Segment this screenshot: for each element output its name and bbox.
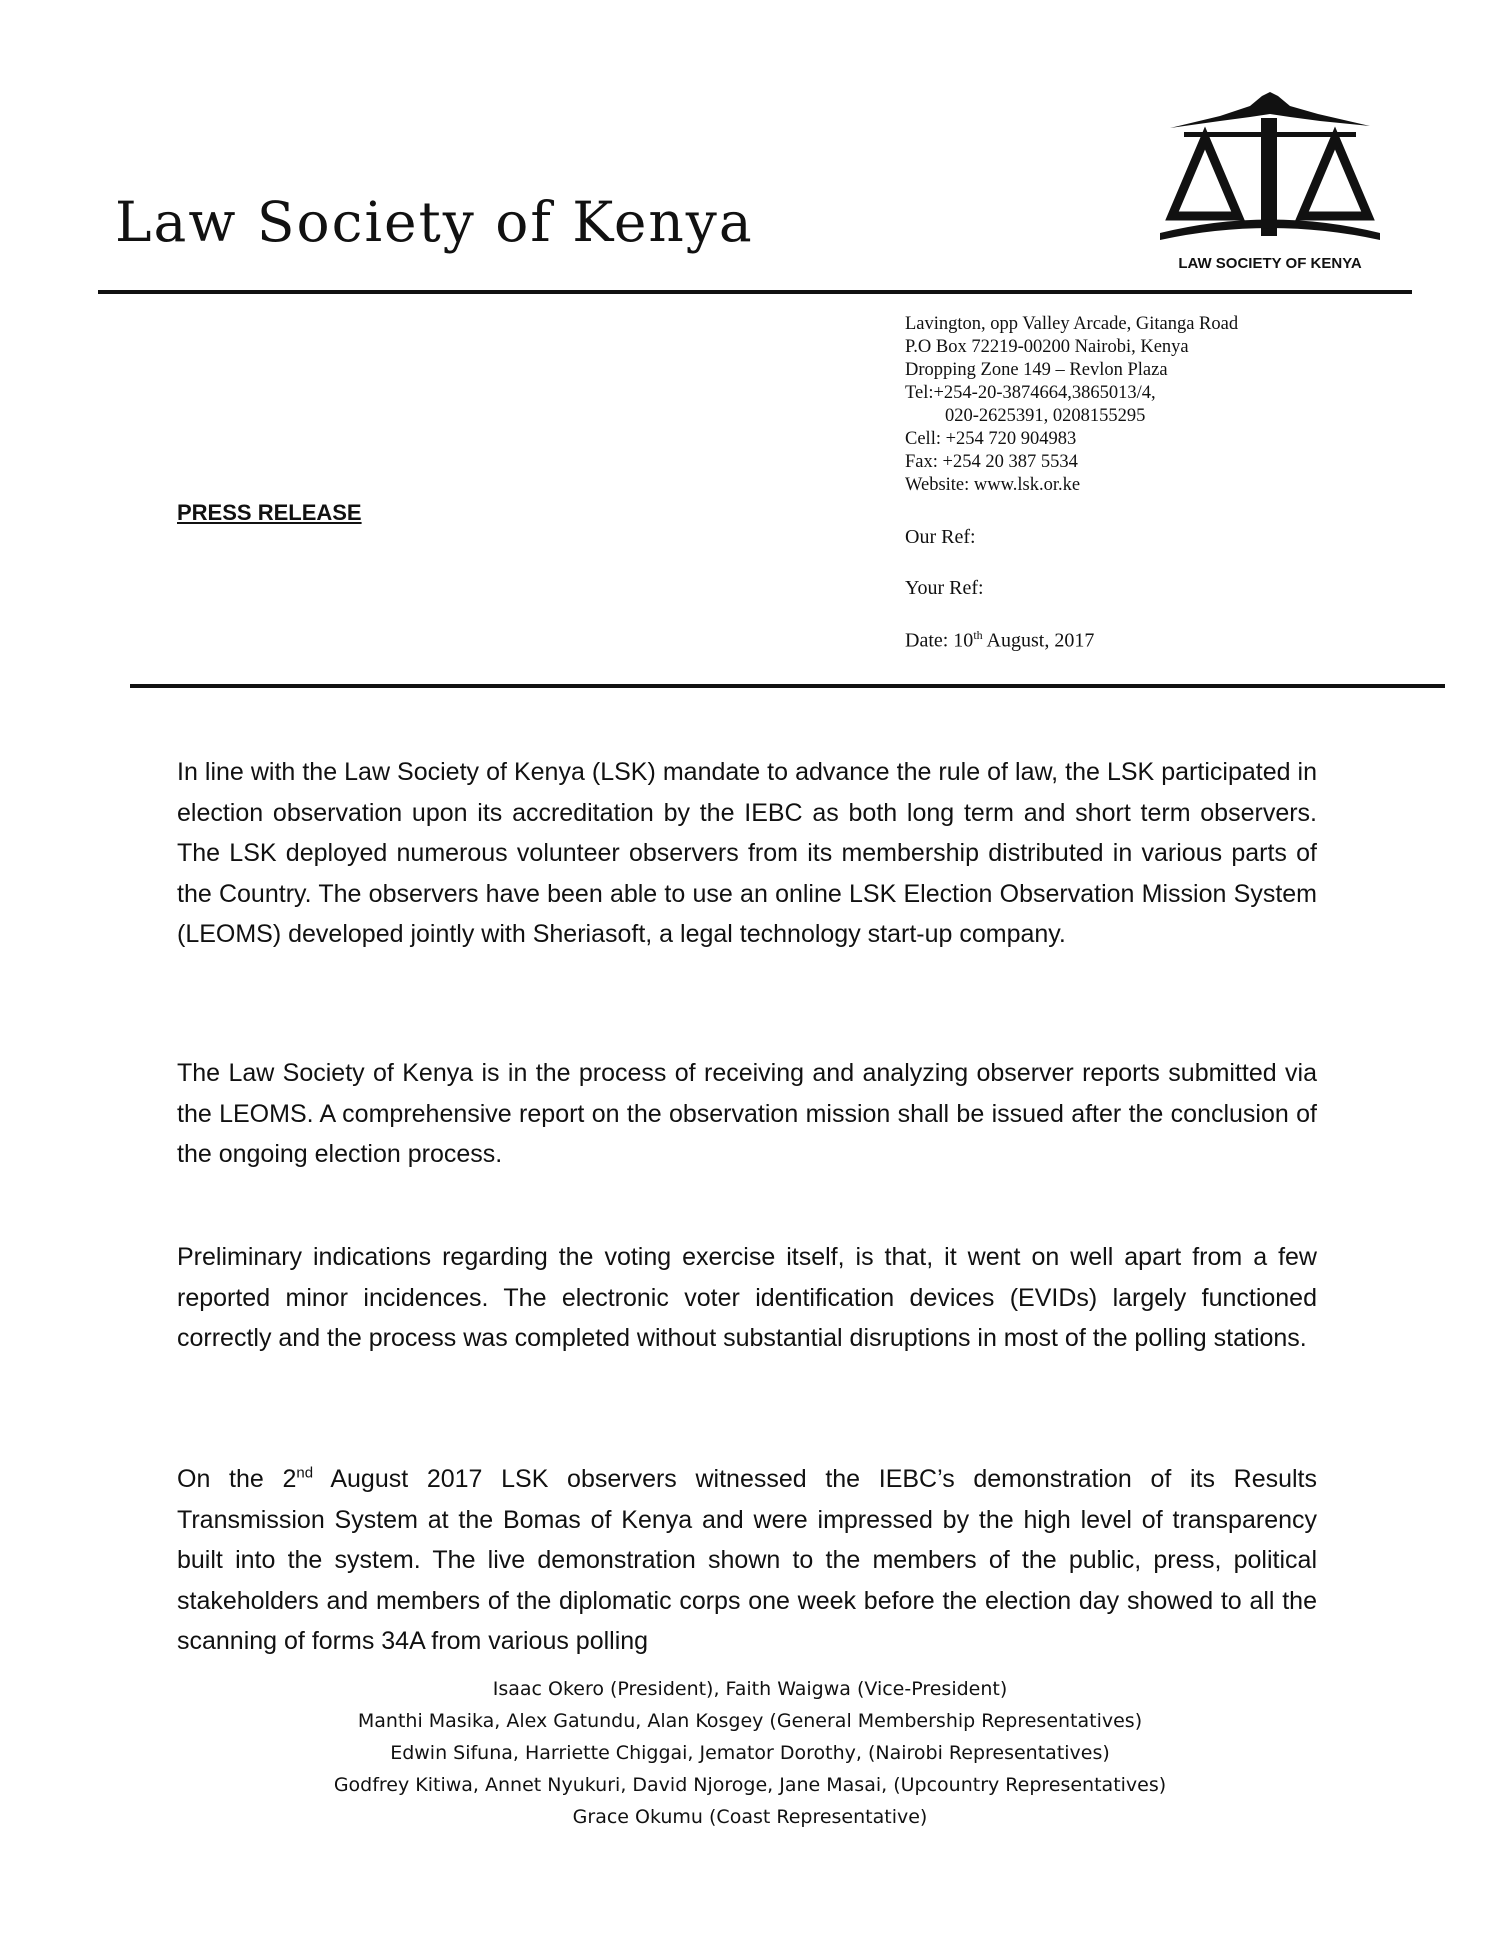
contact-block — [905, 313, 1238, 497]
cell-line: Cell: +254 720 904983 — [905, 429, 1077, 449]
telephone-line: Tel:+254-20-3874664,3865013/4, — [905, 383, 1156, 403]
lsk-logo — [1150, 88, 1390, 278]
fax-line: Fax: +254 20 387 5534 — [905, 452, 1078, 472]
paragraph-2: The Law Society of Kenya is in the process of receiving and analyzing observer reports submitted via the LEOMS. A comprehensive report on the observation mission shall be issued after the conclusion of the ongoing election process. — [177, 1059, 1317, 1169]
header-divider — [98, 290, 1412, 294]
date-prefix: Date: 10 — [905, 629, 974, 652]
body-divider — [130, 684, 1445, 688]
telephone-line-continued: 020-2625391, 0208155295 — [945, 406, 1146, 426]
date-line — [905, 628, 1094, 653]
footer-line: Isaac Okero (President), Faith Waigwa (Vice-President) — [492, 1678, 1008, 1700]
dropping-zone-line: Dropping Zone 149 – Revlon Plaza — [905, 360, 1168, 380]
logo-caption: LAW SOCIETY OF KENYA — [1178, 255, 1362, 272]
website-line: Website: www.lsk.or.ke — [905, 475, 1081, 495]
date-ordinal: th — [973, 628, 983, 642]
footer-line: Edwin Sifuna, Harriette Chiggai, Jemator Dorothy, (Nairobi Representatives) — [390, 1742, 1110, 1764]
paragraph-4-rest: August 2017 LSK observers witnessed the IEBC’s demonstration of its Results Transmission System at the Bomas of Kenya and were impressed by the high level of transparency built into the system. The live demonstration shown to the members of the public, press, political stakeholders and members of the diplomatic corps one week before the election day showed to all the scanning of forms 34A from various polling — [177, 1465, 1318, 1656]
footer-line: Godfrey Kitiwa, Annet Nyukuri, David Njoroge, Jane Masai, (Upcountry Representatives) — [333, 1774, 1167, 1796]
paragraph-4-ordinal: nd — [296, 1464, 314, 1482]
our-ref: Our Ref: — [905, 526, 976, 548]
organization-title: Law Society of Kenya — [115, 190, 754, 254]
footer-line: Grace Okumu (Coast Representative) — [572, 1806, 928, 1828]
council-members-footer — [130, 1673, 1370, 1833]
paragraph-4 — [177, 1459, 1317, 1662]
footer-line: Manthi Masika, Alex Gatundu, Alan Kosgey (General Membership Representatives) — [357, 1710, 1143, 1732]
press-release-heading: PRESS RELEASE — [177, 500, 362, 525]
your-ref: Your Ref: — [905, 577, 984, 599]
paragraph-1: In line with the Law Society of Kenya (LSK) mandate to advance the rule of law, the LSK participated in election observation upon its accreditation by the IEBC as both long term and short term observers. The LSK deployed numerous volunteer observers from its membership distributed in various parts of the Country. The observers have been able to use an online LSK Election Observation Mission System (LEOMS) developed jointly with Sheriasoft, a legal technology start-up company. — [177, 758, 1317, 949]
po-box-line: P.O Box 72219-00200 Nairobi, Kenya — [905, 337, 1189, 357]
paragraph-4-start: On the 2 — [177, 1465, 297, 1493]
address-line: Lavington, opp Valley Arcade, Gitanga Road — [905, 314, 1239, 334]
date-rest: August, 2017 — [982, 629, 1095, 652]
paragraph-3: Preliminary indications regarding the voting exercise itself, is that, it went on well apart from a few reported minor incidences. The electronic voter identification devices (EVIDs) largely functioned correctly and the process was completed without substantial disruptions in most of the polling stations. — [177, 1243, 1317, 1353]
scales-of-justice-icon — [1150, 88, 1390, 253]
